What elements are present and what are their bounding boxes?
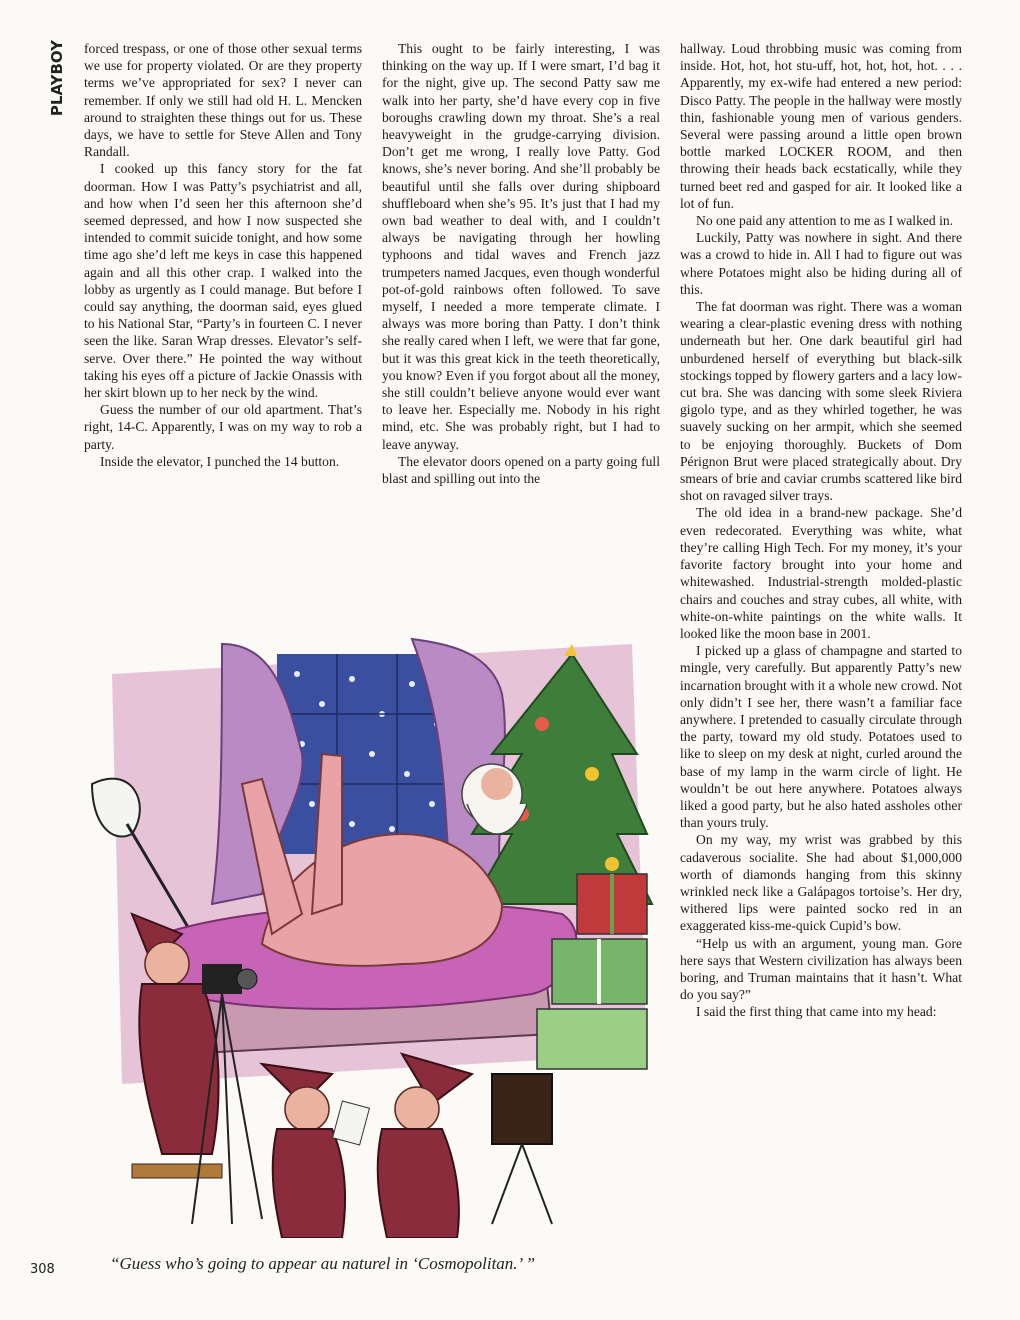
paragraph: Guess the number of our old apartment. That’s right, 14-C. Apparently, I was on my way to rob a party. [84,402,362,452]
paragraph: I said the first thing that came into my head: [696,1004,937,1020]
paragraph: On my way, my wrist was grabbed by this cadaverous socialite. She had about $1,000,000 worth of diamonds hanging from this skinny wrinkled neck like a Galápagos tortoise’s. Her dry, withered lips were painted socko red in an exaggerated kiss-me-quick Cupid’s bow. [680,832,962,934]
paragraph: This ought to be fairly interesting, I was thinking on the way up. If I were smart, I’d bag it for the night, give up. The second Patty saw me walk into her party, she’d have every cop in five boroughs crawling down my throat. She’s a real heavyweight in the grudge-carrying division. Don’t get me wrong, I really love Patty. God knows, she’s never boring. And she’ll probably be beautiful until she falls over during shipboard shuffleboard when she’s 95. It’s just that I had my own bad weather to deal with, and I couldn’t always be navigating through her howling typhoons and tidal waves and French jazz trumpeters named Jacques, even though wonderful pot-of-gold rainbows often followed. To save myself, I needed a more temperate climate. I always was more boring than Patty. I don’t think she really cared when I left, we were that far gone, but it was this great kick in the teeth theoretically, you know? Even if you forgot about all the money, she still couldn’t believe anyone would ever want to leave her. Especially me. Nobody in his right mind, etc. She was probably right, but I had to leave anyway. [382,41,660,452]
paragraph: I picked up a glass of champagne and started to mingle, very carefully. But apparently Patty’s new incarnation brought with it a whole new crowd. Not only didn’t I see her, there wasn’t a familiar face anywhere. I pretended to casually circulate through the party, toward my old study. Potatoes used to like to sleep on my desk at night, curled around the base of my lamp in the warm circle of light. He wouldn’t be out here anywhere. Potatoes always liked a good party, but he also hated assholes other than yours truly. [680,643,963,831]
cartoon-illustration [72,634,660,1238]
page-number: 308 [30,1262,55,1277]
paragraph: “Help us with an argument, young man. Gore here says that Western civilization has always been boring, and Truman maintains that it hasn’t. What do you say?” [680,935,962,1003]
speaker [492,1074,552,1144]
column-3 [680,40,962,1021]
magazine-name: PLAYBOY [48,40,66,117]
paragraph: The elevator doors opened on a party going full blast and spilling out into the [382,453,660,487]
paragraph: The fat doorman was right. There was a woman wearing a clear-plastic evening dress with nothing underneath but her. One dark beautiful girl had unburdened herself of everything but black-silk stockings topped by flowery garters and a lacy low-cut bra. She was dancing with some sleek Riviera gigolo type, and as they whirled together, he was suavely sucking on her armpit, which she seemed to be enjoying thoroughly. Buckets of Dom Pérignon Brut were placed strategically about. Dry smears of brie and caviar crumbs scattered like bird shot on ravaged silver trays. [680,299,962,504]
column-1 [84,40,362,470]
paragraph: I cooked up this fancy story for the fat doorman. How I was Patty’s psychiatrist and all, and how when I’d seen her this afternoon she’d seemed depressed, and how I now suspected she intended to commit suicide tonight, and how some time ago she’d left me keys in case this happened again and all this other crap. I walked into the lobby as urgently as I could manage. But before I could say anything, the doorman said, eyes glued to his National Star, “Party’s in fourteen C. I never seen the like. Saran Wrap dresses. Elevator’s self-serve. Over there.” He pointed the way without taking his eyes off a picture of Jackie Onassis with her skirt blown up to her neck by the wind. [84,161,362,401]
elf-with-clipboard [262,1064,369,1238]
elf-standing [378,1054,472,1238]
studio-lamp [92,779,140,837]
cartoon-caption: “Guess who’s going to appear au naturel in ‘Cosmopolitan.’ ” [110,1254,536,1273]
gift-box [537,1009,647,1069]
paragraph: Inside the elevator, I punched the 14 button. [100,453,340,469]
column-2 [382,40,660,487]
paragraph: No one paid any attention to me as I walked in. [696,213,954,229]
paragraph: The old idea in a brand-new package. She’d even redecorated. Everything was white, what they’re calling High Tech. For my money, it’s your favorite factory brought into your home and whitewashed. Industrial-strength molded-plastic chairs and couches and stray cubes, all white, with white-on-white paintings on the white walls. It looked like the moon base in 2001. [680,505,962,641]
paragraph: forced trespass, or one of those other sexual terms we use for property violated. Or are they property terms we’ve appropriated for sex? I never can remember. If only we still had old H. L. Mencken around to straighten these things out for us. These days, we have to settle for Steve Allen and Tony Randall. [84,41,362,160]
paragraph: Luckily, Patty was nowhere in sight. And there was a crowd to hide in. All I had to figure out was where Potatoes might also be hiding during all of this. [680,230,962,297]
paragraph: hallway. Loud throbbing music was coming from inside. Hot, hot, hot stu-uff, hot, hot, hot, hot. . . . Apparently, my ex-wife had entered a new period: Disco Patty. The people in the hallway were mostly thin, fashionable young men of various genders. Several were passing around a little open brown bottle marked LOCKER ROOM, and then throwing their heads back ecstatically, while they turned beet red and gasped for air. It looked like a lot of fun. [680,41,962,211]
